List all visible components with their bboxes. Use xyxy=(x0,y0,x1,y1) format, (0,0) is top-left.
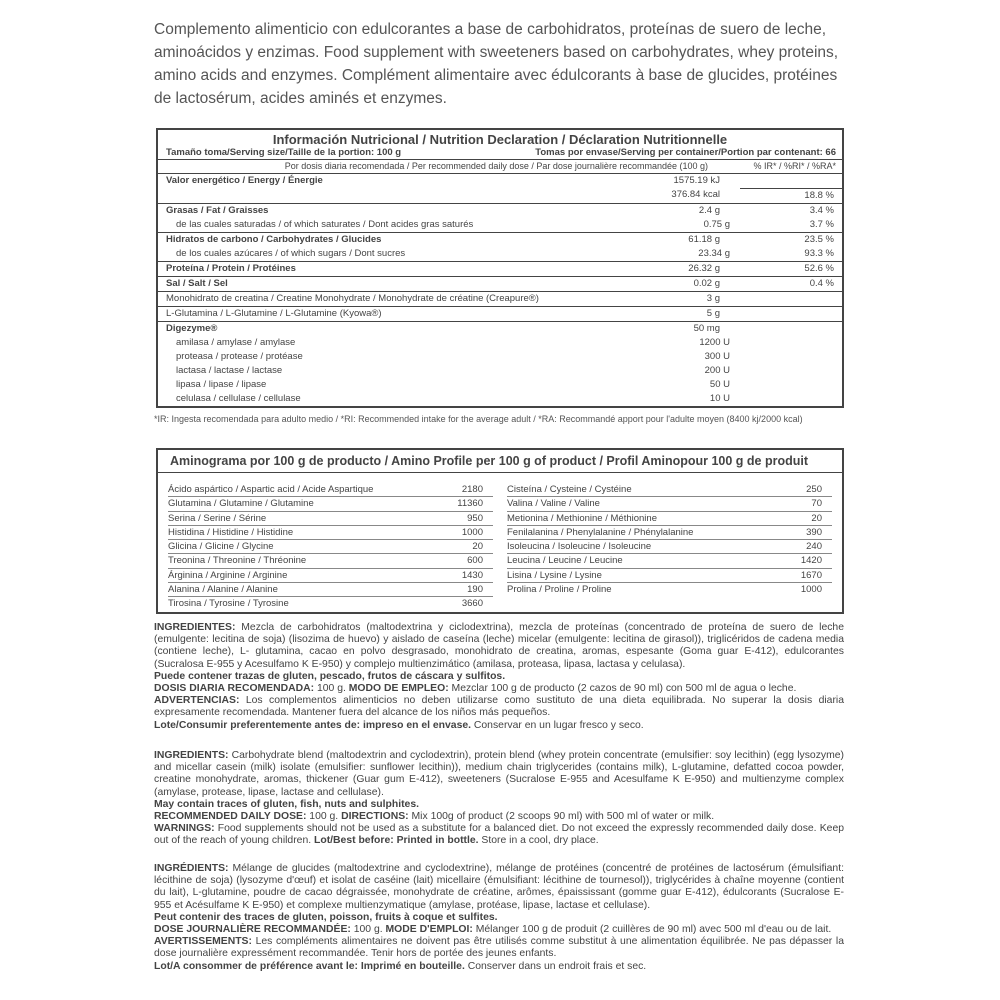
lot-label: Lot/A consommer de préférence avant le: Imprimé en bouteille. xyxy=(154,960,465,972)
amino-title: Aminograma por 100 g de producto / Amino Profile per 100 g of product / Profil Aminopour 100 g de produit xyxy=(158,450,842,473)
amino-name: Serina / Serine / Sérine xyxy=(168,512,267,524)
amino-name: Ácido aspártico / Aspartic acid / Acide Aspartique xyxy=(168,484,374,495)
amino-value: 2180 xyxy=(461,484,483,495)
serving-info xyxy=(158,147,842,160)
amino-value: 1420 xyxy=(800,555,822,567)
mode-text: Mélanger 100 g de produit (2 cuillères de 90 ml) avec 500 ml d'eau ou de lait. xyxy=(472,924,832,936)
amino-value: 1000 xyxy=(800,584,822,596)
amino-name: Lisina / Lysine / Lysine xyxy=(507,569,602,581)
nutrition-value: 26.32 g xyxy=(688,263,720,274)
nutrition-row xyxy=(158,276,842,292)
amino-value: 20 xyxy=(472,541,483,553)
ingredients-en xyxy=(154,750,844,848)
ingredients-text: Carbohydrate blend (maltodextrin and cyclodextrin), protein blend (whey protein concentrate (emulsifier: soy lecithin) (egg lysozyme) and micellar casein (milk) isolate (emulsifier: sunflower lecithin)), medium chain triglycerides (contains milk), L-glutamine, defatted cocoa powder, creatine monohydrate, aromas, thickener (Guar gum E-412), sweeteners (Sucralose E-955 and Acesulfame K E-950) and multienzyme complex (amylase, protease, lipase, lactase and cellulase). xyxy=(154,750,844,798)
ingredients-fr xyxy=(154,863,844,973)
nutrition-title: Información Nutricional / Nutrition Declaration / Déclaration Nutritionnelle xyxy=(272,132,728,147)
nutrition-label: de las cuales saturadas / of which saturates / Dont acides gras saturés xyxy=(176,219,474,230)
ingredients-text: Mélange de glucides (maltodextrine and cyclodextrine), mélange de protéines (concentré de protéines de lactosérum (émulsifiant: lécithine de soja) (lysozyme d'œuf) et isolat de caséine (lait) micellaire (émulsifiant: lécithine de tournesol)), triglycérides à chaîne moyenne (contient du lait), L-glutamine, poudre de cacao dégraissée, monohydrate de créatine, arômes, épaississant (gomme guar E-412), édulcorants (Sucralose E-955 et Acésulfame K E-950) et complexe multienzymatique (amylase, protéase, lipase, lactase et cellulase). xyxy=(154,863,844,911)
amino-name: Glicina / Glicine / Glycine xyxy=(168,541,274,553)
warnings-text: Les compléments alimentaires ne doivent pas être utilisés comme substitut à une alimentation équilibrée. Ne pas dépasser la dose journalière expressément recommandée. Tenir hors de portée des jeunes enfants. xyxy=(154,936,844,960)
amino-name: Metionina / Methionine / Méthionine xyxy=(507,512,657,524)
dose-label: DOSE JOURNALIÈRE RECOMMANDÉE: xyxy=(154,924,351,936)
amino-row xyxy=(507,483,832,497)
nutrition-label: Digezyme® xyxy=(166,323,218,334)
nutrition-value: 0.75 g xyxy=(703,219,730,230)
nutrition-value: 5 g xyxy=(706,308,720,319)
footnote: *IR: Ingesta recomendada para adulto medio / *RI: Recommended intake for the average adult / *RA: Recommandé apport pour l'adulte moyen (8400 kj/2000 kcal) xyxy=(154,414,803,424)
amino-name: Prolina / Proline / Proline xyxy=(507,584,612,596)
amino-name: Alanina / Alanine / Alanine xyxy=(168,584,278,596)
nutrition-ri xyxy=(730,336,842,350)
intro-text: Complemento alimenticio con edulcorantes a base de carbohidratos, proteínas de suero de leche, aminoácidos y enzimas. Food supplement with sweeteners based on carbohydrates, whey proteins, amino acids and enzymes. Complément alimentaire avec édulcorants à base de glucides, protéines de lactosérum, acides aminés et enzymes. xyxy=(154,21,839,107)
nutrition-row xyxy=(158,261,842,276)
traces-text: Peut contenir des traces de gluten, poisson, fruits à coque et sulfites. xyxy=(154,911,498,923)
nutrition-row xyxy=(158,322,842,336)
nutrition-value: 376.84 kcal xyxy=(671,189,720,200)
amino-row xyxy=(168,497,493,511)
nutrition-label: Grasas / Fat / Graisses xyxy=(166,205,269,216)
amino-value: 11360 xyxy=(457,498,483,510)
mode-label: DIRECTIONS: xyxy=(341,811,409,823)
amino-row xyxy=(168,554,493,568)
mode-text: Mix 100g of product (2 scoops 90 ml) with 500 ml of water or milk. xyxy=(408,811,715,823)
nutrition-row xyxy=(158,218,842,232)
nutrition-label: Valor energético / Energy / Énergie xyxy=(166,175,323,186)
nutrition-label xyxy=(158,188,636,203)
nutrition-value: 200 U xyxy=(704,365,730,376)
nutrition-table xyxy=(156,128,844,408)
nutrition-value: 0.02 g xyxy=(693,278,720,289)
amino-row xyxy=(168,597,493,610)
nutrition-row xyxy=(158,174,842,188)
amino-value: 250 xyxy=(806,484,822,495)
column-dose: Por dosis diaria recomendada / Per recommended daily dose / Par dose journalière recommandée (100 g) xyxy=(284,161,708,171)
nutrition-ri xyxy=(730,392,842,406)
nutrition-label: proteasa / protease / protéase xyxy=(176,351,303,362)
nutrition-value: 50 mg xyxy=(693,323,720,334)
nutrition-row xyxy=(158,292,842,307)
ingredients-label: INGRÉDIENTS: xyxy=(154,863,229,874)
serving-size: Tamaño toma/Serving size/Taille de la portion: 100 g xyxy=(166,147,402,158)
amino-row xyxy=(507,569,832,583)
nutrition-row xyxy=(158,392,842,406)
amino-name: Isoleucina / Isoleucine / Isoleucine xyxy=(507,541,652,553)
lot-label: Lote/Consumir preferentemente antes de: impreso en el envase. xyxy=(154,719,472,731)
amino-right-column xyxy=(507,483,832,611)
nutrition-column-header xyxy=(158,160,842,174)
nutrition-value: 3 g xyxy=(706,293,720,304)
amino-row xyxy=(168,483,493,497)
nutrition-label: L-Glutamina / L-Glutamine / L-Glutamine (Kyowa®) xyxy=(166,308,382,319)
nutrition-row xyxy=(158,203,842,218)
nutrition-ri: 3.7 % xyxy=(809,219,834,230)
amino-name: Histidina / Histidine / Histidine xyxy=(168,526,294,538)
nutrition-row xyxy=(158,232,842,247)
ingredients-label: INGREDIENTS: xyxy=(154,750,229,761)
lot-text: Conserver dans un endroit frais et sec. xyxy=(464,960,647,972)
nutrition-value: 2.4 g xyxy=(698,205,720,216)
column-ri: % IR* / %RI* / %RA* xyxy=(753,161,836,171)
amino-row xyxy=(507,497,832,511)
dose-label: RECOMMENDED DAILY DOSE: xyxy=(154,811,307,823)
nutrition-label: lipasa / lipase / lipase xyxy=(176,379,267,390)
amino-name: Valina / Valine / Valine xyxy=(507,498,600,510)
nutrition-ri xyxy=(720,307,842,321)
nutrition-label: amilasa / amylase / amylase xyxy=(176,337,296,348)
amino-value: 1430 xyxy=(461,569,483,581)
amino-table xyxy=(156,448,844,614)
warnings-label: AVERTISSEMENTS: xyxy=(154,936,252,948)
nutrition-label: celulasa / cellulase / cellulase xyxy=(176,393,301,404)
nutrition-value: 1575.19 kJ xyxy=(673,175,720,186)
servings-per-container: Tomas por envase/Serving per container/Portion par contenant: 66 xyxy=(535,147,836,158)
amino-value: 20 xyxy=(811,512,822,524)
ingredients-es xyxy=(154,622,844,732)
amino-row xyxy=(507,540,832,554)
nutrition-label: Hidratos de carbono / Carbohydrates / Glucides xyxy=(166,234,382,245)
nutrition-ri xyxy=(730,378,842,392)
nutrition-ri: 52.6 % xyxy=(804,263,834,274)
warnings-text: Food supplements should not be used as a substitute for a balanced diet. Do not exceed the expressly recommended daily dose. Keep out of the reach of young children. xyxy=(154,823,844,847)
amino-row xyxy=(168,526,493,540)
nutrition-ri xyxy=(730,364,842,378)
nutrition-ri: 23.5 % xyxy=(804,234,834,245)
mode-label: MODE D'EMPLOI: xyxy=(385,924,473,936)
amino-row xyxy=(507,554,832,568)
nutrition-ri: 3.4 % xyxy=(809,205,834,216)
ingredients-text: Mezcla de carbohidratos (maltodextrina y ciclodextrina), mezcla de proteínas (concentrado de proteína de suero de leche (emulgente: lecitina de soja) (lisozima de huevo) y aislado de caseína (leche) micelar (emulgente: lecitina de girasol)), triglicéridos de cadena media (contiene leche), L- glutamina, cacao en polvo desgrasado, monohidrato de creatina, aromas, espesante (Goma guar E-412), edulcorantes (Sucralosa E-955 y Acesulfamo K E-950) y complejo multienzimático (amilasa, proteasa, lipasa, lactasa y celulasa). xyxy=(154,622,844,670)
nutrition-ri: 93.3 % xyxy=(804,248,834,259)
dose-text: 100 g. xyxy=(314,683,349,695)
traces-text: Puede contener trazas de gluten, pescado, frutos de cáscara y sulfitos. xyxy=(154,670,506,682)
amino-row xyxy=(168,512,493,526)
amino-value: 3660 xyxy=(461,598,483,610)
amino-name: Treonina / Threonine / Thréonine xyxy=(168,555,307,567)
amino-row xyxy=(507,583,832,596)
amino-value: 190 xyxy=(467,584,483,596)
nutrition-value: 10 U xyxy=(709,393,730,404)
amino-name: Árginina / Arginine / Arginine xyxy=(168,569,288,581)
mode-text: Mezclar 100 g de producto (2 cazos de 90 ml) con 500 ml de agua o leche. xyxy=(448,683,797,695)
dose-text: 100 g. xyxy=(350,924,386,936)
nutrition-row xyxy=(158,378,842,392)
lot-label: Lot/Best before: Printed in bottle. xyxy=(314,835,479,847)
amino-name: Tirosina / Tyrosine / Tyrosine xyxy=(168,598,289,610)
amino-value: 1670 xyxy=(800,569,822,581)
amino-row xyxy=(168,569,493,583)
nutrition-label: de los cuales azúcares / of which sugars / Dont sucres xyxy=(176,248,406,259)
nutrition-label: Proteína / Protein / Protéines xyxy=(166,263,296,274)
nutrition-value: 50 U xyxy=(709,379,730,390)
dose-label: DOSIS DIARIA RECOMENDADA: xyxy=(154,683,315,695)
nutrition-value: 61.18 g xyxy=(688,234,720,245)
warnings-label: ADVERTENCIAS: xyxy=(154,695,240,707)
ingredients-label: INGREDIENTES: xyxy=(154,622,236,633)
amino-row xyxy=(507,512,832,526)
nutrition-ri xyxy=(730,350,842,364)
amino-name: Cisteína / Cysteine / Cystéine xyxy=(507,484,632,495)
warnings-text: Los complementos alimenticios no deben utilizarse como sustituto de una dieta equilibrada. No superar la dosis diaria expresamente recomendada. Mantener fuera del alcance de los niños más pequeños. xyxy=(154,695,844,719)
amino-value: 1000 xyxy=(461,526,483,538)
warnings-label: WARNINGS: xyxy=(154,823,215,835)
amino-left-column xyxy=(168,483,493,611)
lot-text: Conservar en un lugar fresco y seco. xyxy=(471,719,644,731)
amino-name: Leucina / Leucine / Leucine xyxy=(507,555,623,567)
amino-name: Glutamina / Glutamine / Glutamine xyxy=(168,498,314,510)
nutrition-row xyxy=(158,247,842,261)
nutrition-row xyxy=(158,188,842,203)
nutrition-label: Sal / Salt / Sel xyxy=(166,278,228,289)
nutrition-row xyxy=(158,350,842,364)
nutrition-value: 23.34 g xyxy=(698,248,730,259)
amino-value: 390 xyxy=(806,526,822,538)
nutrition-label: lactasa / lactase / lactase xyxy=(176,365,283,376)
amino-row xyxy=(168,583,493,597)
amino-row xyxy=(168,540,493,554)
amino-row xyxy=(507,526,832,540)
mode-label: MODO DE EMPLEO: xyxy=(348,683,449,695)
amino-value: 70 xyxy=(811,498,822,510)
amino-value: 240 xyxy=(806,541,822,553)
amino-value: 600 xyxy=(467,555,483,567)
nutrition-ri xyxy=(720,174,842,188)
traces-text: May contain traces of gluten, fish, nuts and sulphites. xyxy=(154,798,419,810)
nutrition-row xyxy=(158,364,842,378)
nutrition-ri xyxy=(720,322,842,336)
amino-value: 950 xyxy=(467,512,483,524)
nutrition-ri: 0.4 % xyxy=(809,278,834,289)
nutrition-value: 300 U xyxy=(704,351,730,362)
nutrition-value: 1200 U xyxy=(699,337,730,348)
nutrition-rows xyxy=(158,174,842,406)
nutrition-row xyxy=(158,336,842,350)
nutrition-ri xyxy=(720,292,842,306)
lot-text: Store in a cool, dry place. xyxy=(478,835,599,847)
nutrition-label: Monohidrato de creatina / Creatine Monohydrate / Monohydrate de créatine (Creapure®) xyxy=(166,293,539,304)
dose-text: 100 g. xyxy=(306,811,342,823)
nutrition-ri: 18.8 % xyxy=(740,188,842,203)
nutrition-row xyxy=(158,307,842,322)
amino-name: Fenilalanina / Phenylalanine / Phénylalanine xyxy=(507,526,694,538)
